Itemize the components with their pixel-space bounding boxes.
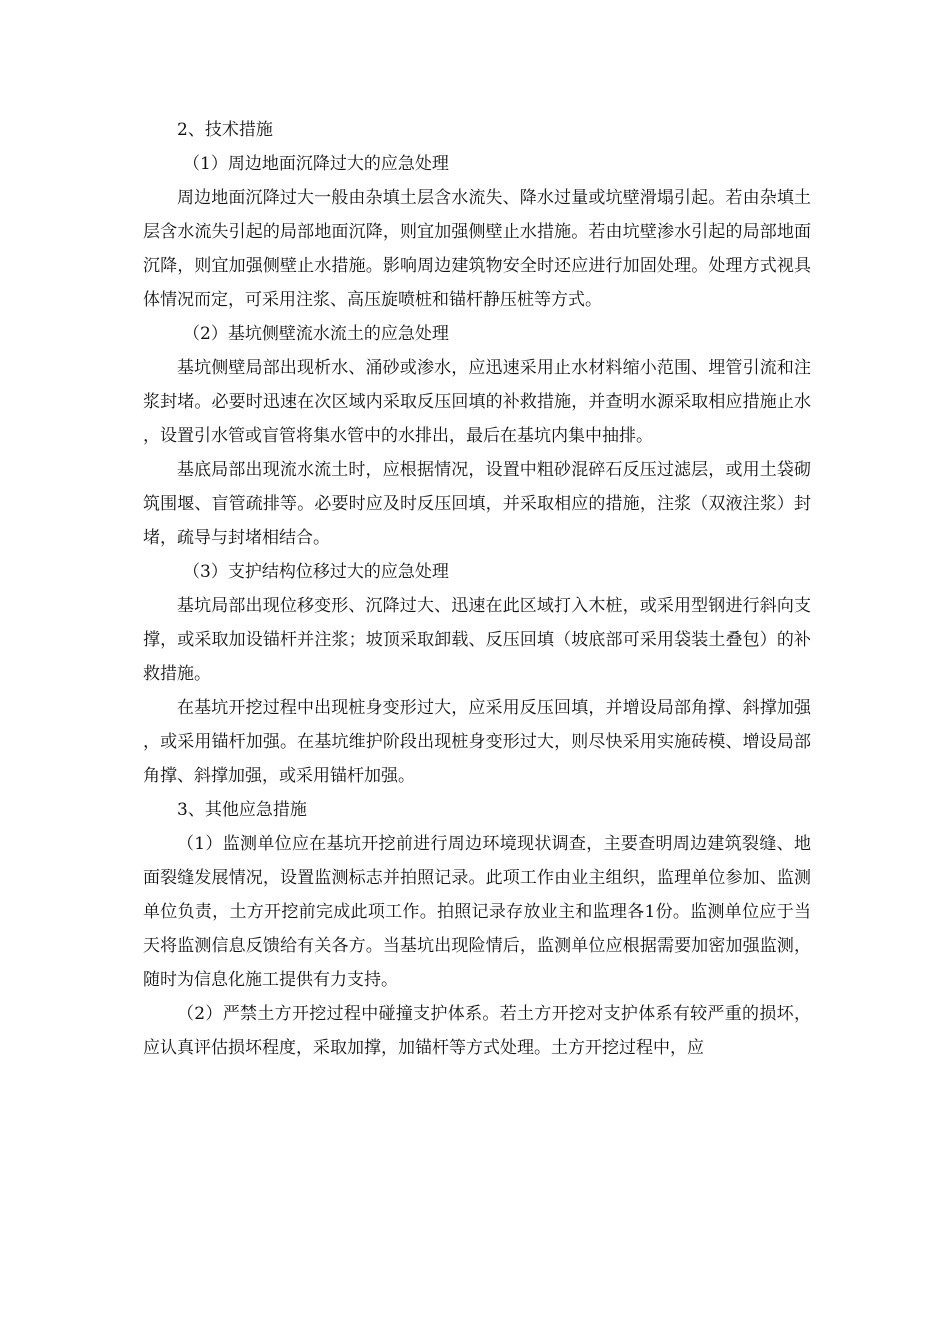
- section-heading-other-measures: 3、其他应急措施: [177, 800, 307, 820]
- section-heading-technical-measures: 2、技术措施: [177, 120, 273, 140]
- document-body: [143, 113, 811, 1065]
- list-item-monitoring: （1）监测单位应在基坑开挖前进行周边环境现状调查，主要查明周边建筑裂缝、地面裂缝发展情况，设置监测标志并拍照记录。此项工作由业主组织，监理单位参加、监测单位负责，土方开挖前完成此项工作。拍照记录存放业主和监理各1份。监测单位应于当天将监测信息反馈给有关各方。当基坑出现险情后，监测单位应根据需要加密加强监测，随时为信息化施工提供有力支持。: [143, 834, 811, 990]
- subheading-support-displacement: （3）支护结构位移过大的应急处理: [183, 562, 449, 582]
- paragraph-base-seepage: 基底局部出现流水流土时，应根据情况，设置中粗砂混碎石反压过滤层，或用土袋砌筑围堰、盲管疏排等。必要时应及时反压回填，并采取相应的措施，注浆（双液注浆）封堵，疏导与封堵相结合。: [143, 460, 811, 548]
- paragraph-ground-settlement: 周边地面沉降过大一般由杂填土层含水流失、降水过量或坑壁滑塌引起。若由杂填土层含水流失引起的局部地面沉降，则宜加强侧壁止水措施。若由坑壁渗水引起的局部地面沉降，则宜加强侧壁止水措施。影响周边建筑物安全时还应进行加固处理。处理方式视具体情况而定，可采用注浆、高压旋喷桩和锚杆静压桩等方式。: [143, 188, 811, 310]
- subheading-ground-settlement: （1）周边地面沉降过大的应急处理: [183, 154, 449, 174]
- paragraph-pile-deformation: 在基坑开挖过程中出现桩身变形过大，应采用反压回填，并增设局部角撑、斜撑加强，或采用锚杆加强。在基坑维护阶段出现桩身变形过大，则尽快采用实施砖模、增设局部角撑、斜撑加强，或采用锚杆加强。: [143, 698, 811, 786]
- list-item-excavation: （2）严禁土方开挖过程中碰撞支护体系。若土方开挖对支护体系有较严重的损坏，应认真评估损坏程度，采取加撑，加锚杆等方式处理。土方开挖过程中，应: [143, 1004, 811, 1058]
- paragraph-side-wall-seepage: 基坑侧壁局部出现析水、涌砂或渗水，应迅速采用止水材料缩小范围、埋管引流和注浆封堵。必要时迅速在次区域内采取反压回填的补救措施，并查明水源采取相应措施止水，设置引水管或盲管将集水管中的水排出，最后在基坑内集中抽排。: [143, 358, 811, 446]
- subheading-side-wall-seepage: （2）基坑侧壁流水流土的应急处理: [183, 324, 449, 344]
- paragraph-support-displacement: 基坑局部出现位移变形、沉降过大、迅速在此区域打入木桩，或采用型钢进行斜向支撑，或采取加设锚杆并注浆；坡顶采取卸载、反压回填（坡底部可采用袋装土叠包）的补救措施。: [143, 596, 811, 684]
